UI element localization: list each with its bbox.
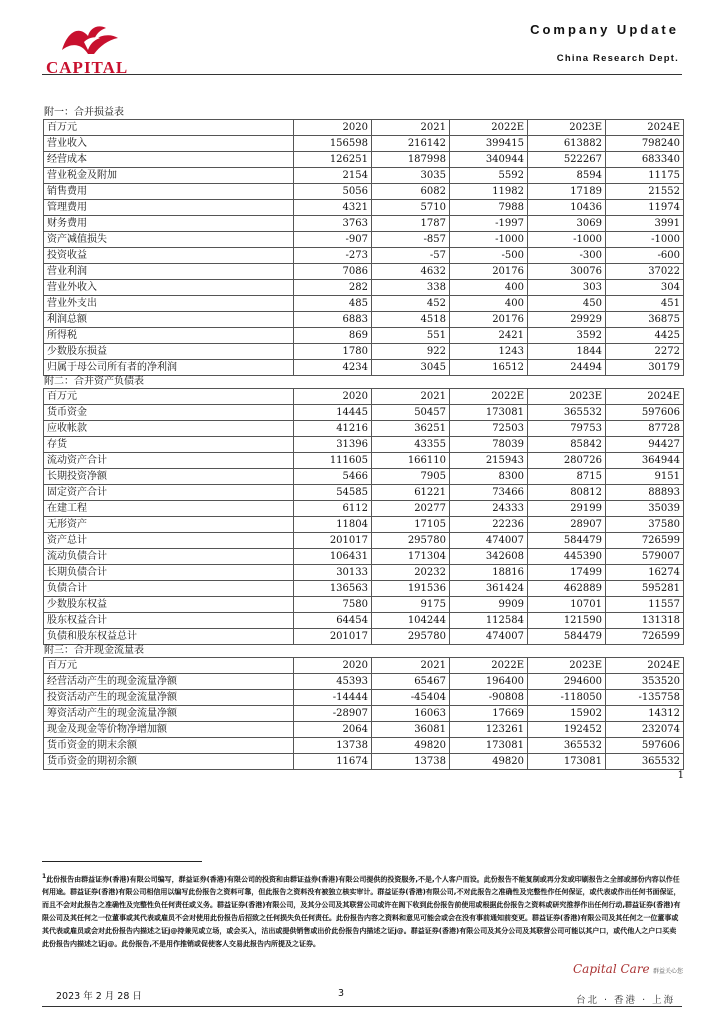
value-cell: 187998 (372, 152, 450, 168)
value-cell: 17189 (528, 184, 606, 200)
value-cell: -600 (606, 248, 684, 264)
value-cell: 106431 (294, 549, 372, 565)
value-cell: -45404 (372, 690, 450, 706)
value-cell: 136563 (294, 581, 372, 597)
value-cell: 24333 (450, 501, 528, 517)
value-cell: 30076 (528, 264, 606, 280)
row-label: 筹资活动产生的现金流量净额 (44, 706, 294, 722)
row-label: 长期负债合计 (44, 565, 294, 581)
table-row (44, 152, 684, 168)
table-row (44, 437, 684, 453)
value-cell: 726599 (606, 629, 684, 645)
report-type-title: Company Update (530, 22, 679, 37)
header-divider (42, 74, 682, 75)
value-cell: 551 (372, 328, 450, 344)
table-title: 附二：合并资产负债表 (44, 376, 144, 387)
row-label: 现金及现金等价物净增加额 (44, 722, 294, 738)
value-cell: 79753 (528, 421, 606, 437)
table-row (44, 738, 684, 754)
value-cell: 2022E (450, 389, 528, 405)
value-cell: 29199 (528, 501, 606, 517)
table-header-row (44, 658, 684, 674)
value-cell: 3991 (606, 216, 684, 232)
value-cell: 340944 (450, 152, 528, 168)
row-label: 应收帐款 (44, 421, 294, 437)
value-cell: 36875 (606, 312, 684, 328)
value-cell: 8715 (528, 469, 606, 485)
value-cell: 85842 (528, 437, 606, 453)
value-cell: -500 (450, 248, 528, 264)
row-label: 少数股东损益 (44, 344, 294, 360)
value-cell: 72503 (450, 421, 528, 437)
footnote-marker: 1 (42, 873, 47, 880)
row-label: 管理费用 (44, 200, 294, 216)
value-cell: 8300 (450, 469, 528, 485)
department-subtitle: China Research Dept. (556, 53, 679, 64)
value-cell: 445390 (528, 549, 606, 565)
value-cell: 4425 (606, 328, 684, 344)
value-cell: 121590 (528, 613, 606, 629)
value-cell: 37580 (606, 517, 684, 533)
value-cell: 798240 (606, 136, 684, 152)
value-cell: 30133 (294, 565, 372, 581)
value-cell: 20232 (372, 565, 450, 581)
value-cell: 17669 (450, 706, 528, 722)
value-cell: 295780 (372, 533, 450, 549)
table-row (44, 485, 684, 501)
table-title: 附一：合并损益表 (44, 107, 124, 118)
value-cell: 94427 (606, 437, 684, 453)
value-cell: 869 (294, 328, 372, 344)
row-label: 流动资产合计 (44, 453, 294, 469)
value-cell: 54585 (294, 485, 372, 501)
value-cell: 4518 (372, 312, 450, 328)
value-cell: 2421 (450, 328, 528, 344)
footnote-divider (42, 861, 202, 862)
table-row (44, 312, 684, 328)
value-cell: 173081 (450, 405, 528, 421)
table-row (44, 517, 684, 533)
value-cell: 3069 (528, 216, 606, 232)
table-row (44, 360, 684, 376)
value-cell: 2024E (606, 389, 684, 405)
row-label: 长期投资净额 (44, 469, 294, 485)
value-cell: 6883 (294, 312, 372, 328)
value-cell: 166110 (372, 453, 450, 469)
value-cell: 2022E (450, 658, 528, 674)
row-label: 资产总计 (44, 533, 294, 549)
value-cell: 36251 (372, 421, 450, 437)
row-label: 利润总额 (44, 312, 294, 328)
value-cell: 726599 (606, 533, 684, 549)
value-cell: 1787 (372, 216, 450, 232)
table-row (44, 216, 684, 232)
statement-table (43, 657, 684, 770)
table-row (44, 706, 684, 722)
value-cell: 215943 (450, 453, 528, 469)
brand-script: Capital Care (573, 962, 650, 976)
value-cell: 88893 (606, 485, 684, 501)
value-cell: -1000 (606, 232, 684, 248)
value-cell: -118050 (528, 690, 606, 706)
row-label: 少数股东权益 (44, 597, 294, 613)
row-label: 销售费用 (44, 184, 294, 200)
row-label: 货币资金 (44, 405, 294, 421)
row-label: 百万元 (44, 389, 294, 405)
value-cell: -273 (294, 248, 372, 264)
table-page-number: 1 (677, 770, 684, 781)
value-cell: -300 (528, 248, 606, 264)
value-cell: 342608 (450, 549, 528, 565)
value-cell: 80812 (528, 485, 606, 501)
disclaimer-text: 此份报告由群益证券(香港)有限公司编写，群益证券(香港)有限公司的投资和由群证益券(香港)有限公司提供的投资服务,不是,个人客户而设。此份报告不能复制或再分发或印刷报告之全部或部份内容以作任何用途。群益证券(香港)有限公司相信用以编写此份报告之资料可靠，但此报告之资料没有被独立核实审计。群益证券(香港)有限公司,不对此报告之准确性及完整性作任何保证，或代表或作出任何书面保证，而且不会对此报告之准确性及完整性负任何责任或义务。群益证券(香港)有限公司，及其分公司及其联营公司或许在阁下收到此份报告前使用或根据此份报告之资料或研究推荐作出任何行动,群益证券(香港)有限公司及其任何之一位董事或其代表或雇员不会对使用此份报告后招致之任何损失负任何责任。此份报告内容之资料和意见可能会或会在没有事前通知前变更。群益证券(香港)有限公司及其任何之一位董事或其代表或雇员或会对此份报告内描述之证j@持兼见或立场，或会买入，沽出或提供销售或出价此份报告内描述之证j@。群益证券(香港)有限公司及其分公司及其联营公司可能以其户口，或代他人之户口买卖此份报告内描述之证j@。此份报告,不是用作推销或促使客人交易此报告内所提及之证券。 (42, 875, 681, 949)
table-row (44, 581, 684, 597)
value-cell: 4234 (294, 360, 372, 376)
value-cell: 485 (294, 296, 372, 312)
row-label: 营业外支出 (44, 296, 294, 312)
value-cell: -1000 (450, 232, 528, 248)
footer-divider (42, 1006, 682, 1007)
value-cell: 14445 (294, 405, 372, 421)
value-cell: 6082 (372, 184, 450, 200)
row-label: 经营成本 (44, 152, 294, 168)
value-cell: 474007 (450, 533, 528, 549)
value-cell: 73466 (450, 485, 528, 501)
row-label: 负债合计 (44, 581, 294, 597)
row-label: 营业利润 (44, 264, 294, 280)
value-cell: 37022 (606, 264, 684, 280)
value-cell: 7580 (294, 597, 372, 613)
value-cell: 2023E (528, 658, 606, 674)
value-cell: 282 (294, 280, 372, 296)
value-cell: 20176 (450, 312, 528, 328)
table-row (44, 549, 684, 565)
value-cell: 232074 (606, 722, 684, 738)
value-cell: 452 (372, 296, 450, 312)
table-header-row (44, 389, 684, 405)
table-row (44, 501, 684, 517)
value-cell: 20277 (372, 501, 450, 517)
table-row (44, 280, 684, 296)
value-cell: 451 (606, 296, 684, 312)
value-cell: 2020 (294, 658, 372, 674)
value-cell: 131318 (606, 613, 684, 629)
value-cell: 2024E (606, 120, 684, 136)
value-cell: 474007 (450, 629, 528, 645)
statement-table (43, 388, 684, 645)
value-cell: 2021 (372, 120, 450, 136)
value-cell: 11674 (294, 754, 372, 770)
value-cell: 16063 (372, 706, 450, 722)
value-cell: 2021 (372, 389, 450, 405)
value-cell: 6112 (294, 501, 372, 517)
value-cell: 2023E (528, 389, 606, 405)
office-cities: 台北 · 香港 · 上海 (576, 995, 676, 1006)
value-cell: 8594 (528, 168, 606, 184)
table-row (44, 421, 684, 437)
value-cell: 11175 (606, 168, 684, 184)
value-cell: 3763 (294, 216, 372, 232)
row-label: 股东权益合计 (44, 613, 294, 629)
value-cell: 584479 (528, 629, 606, 645)
value-cell: 201017 (294, 533, 372, 549)
value-cell: 49820 (450, 754, 528, 770)
value-cell: 78039 (450, 437, 528, 453)
value-cell: 364944 (606, 453, 684, 469)
value-cell: 196400 (450, 674, 528, 690)
value-cell: 295780 (372, 629, 450, 645)
value-cell: 2272 (606, 344, 684, 360)
value-cell: 123261 (450, 722, 528, 738)
table-row (44, 264, 684, 280)
value-cell: 294600 (528, 674, 606, 690)
row-label: 百万元 (44, 120, 294, 136)
value-cell: 303 (528, 280, 606, 296)
value-cell: 36081 (372, 722, 450, 738)
table-row (44, 722, 684, 738)
value-cell: 16512 (450, 360, 528, 376)
capital-care-logo (573, 958, 685, 984)
value-cell: 50457 (372, 405, 450, 421)
value-cell: 7086 (294, 264, 372, 280)
row-label: 投资收益 (44, 248, 294, 264)
value-cell: 11982 (450, 184, 528, 200)
value-cell: 11804 (294, 517, 372, 533)
value-cell: 683340 (606, 152, 684, 168)
value-cell: 192452 (528, 722, 606, 738)
table-header-row (44, 120, 684, 136)
value-cell: 191536 (372, 581, 450, 597)
value-cell: 10701 (528, 597, 606, 613)
statement-table (43, 119, 684, 376)
row-label: 流动负债合计 (44, 549, 294, 565)
value-cell: -14444 (294, 690, 372, 706)
value-cell: 584479 (528, 533, 606, 549)
value-cell: 1780 (294, 344, 372, 360)
table-row (44, 248, 684, 264)
value-cell: 2024E (606, 658, 684, 674)
row-label: 在建工程 (44, 501, 294, 517)
value-cell: 522267 (528, 152, 606, 168)
value-cell: 353520 (606, 674, 684, 690)
row-label: 货币资金的期末余额 (44, 738, 294, 754)
value-cell: 2021 (372, 658, 450, 674)
value-cell: 365532 (528, 405, 606, 421)
value-cell: 9175 (372, 597, 450, 613)
value-cell: 30179 (606, 360, 684, 376)
value-cell: 597606 (606, 738, 684, 754)
value-cell: 2020 (294, 389, 372, 405)
value-cell: 2022E (450, 120, 528, 136)
table-row (44, 469, 684, 485)
capital-logo (40, 22, 140, 77)
value-cell: 156598 (294, 136, 372, 152)
value-cell: 10436 (528, 200, 606, 216)
value-cell: -1997 (450, 216, 528, 232)
row-label: 归属于母公司所有者的净利润 (44, 360, 294, 376)
table-row (44, 453, 684, 469)
value-cell: 11557 (606, 597, 684, 613)
value-cell: 49820 (372, 738, 450, 754)
value-cell: 43355 (372, 437, 450, 453)
value-cell: 15902 (528, 706, 606, 722)
report-date: 2023 年 2 月 28 日 (56, 991, 142, 1002)
value-cell: 338 (372, 280, 450, 296)
value-cell: 31396 (294, 437, 372, 453)
table-row (44, 296, 684, 312)
value-cell: 22236 (450, 517, 528, 533)
value-cell: 2023E (528, 120, 606, 136)
value-cell: -28907 (294, 706, 372, 722)
value-cell: 613882 (528, 136, 606, 152)
value-cell: 2064 (294, 722, 372, 738)
value-cell: 2154 (294, 168, 372, 184)
value-cell: 361424 (450, 581, 528, 597)
value-cell: 3592 (528, 328, 606, 344)
value-cell: 9909 (450, 597, 528, 613)
value-cell: 112584 (450, 613, 528, 629)
value-cell: 111605 (294, 453, 372, 469)
value-cell: 13738 (294, 738, 372, 754)
value-cell: 65467 (372, 674, 450, 690)
value-cell: 61221 (372, 485, 450, 501)
table-row (44, 232, 684, 248)
value-cell: 5056 (294, 184, 372, 200)
row-label: 无形资产 (44, 517, 294, 533)
table-row (44, 200, 684, 216)
value-cell: 13738 (372, 754, 450, 770)
row-label: 所得税 (44, 328, 294, 344)
value-cell: -57 (372, 248, 450, 264)
value-cell: 17499 (528, 565, 606, 581)
table-row (44, 168, 684, 184)
row-label: 财务费用 (44, 216, 294, 232)
value-cell: 399415 (450, 136, 528, 152)
value-cell: 11974 (606, 200, 684, 216)
page-number: 3 (338, 988, 345, 999)
value-cell: 16274 (606, 565, 684, 581)
value-cell: 579007 (606, 549, 684, 565)
value-cell: 365532 (528, 738, 606, 754)
value-cell: 280726 (528, 453, 606, 469)
value-cell: 17105 (372, 517, 450, 533)
table-title: 附三：合并现金流量表 (44, 645, 144, 656)
row-label: 负债和股东权益总计 (44, 629, 294, 645)
value-cell: 4321 (294, 200, 372, 216)
value-cell: 216142 (372, 136, 450, 152)
value-cell: 14312 (606, 706, 684, 722)
table-row (44, 328, 684, 344)
value-cell: 4632 (372, 264, 450, 280)
row-label: 营业收入 (44, 136, 294, 152)
value-cell: 21552 (606, 184, 684, 200)
value-cell: -1000 (528, 232, 606, 248)
value-cell: 595281 (606, 581, 684, 597)
value-cell: 3035 (372, 168, 450, 184)
value-cell: 28907 (528, 517, 606, 533)
table-row (44, 629, 684, 645)
value-cell: 3045 (372, 360, 450, 376)
row-label: 经营活动产生的现金流量净额 (44, 674, 294, 690)
value-cell: -857 (372, 232, 450, 248)
value-cell: 597606 (606, 405, 684, 421)
value-cell: 5710 (372, 200, 450, 216)
capital-bird-icon (58, 22, 122, 58)
table-row (44, 344, 684, 360)
row-label: 存货 (44, 437, 294, 453)
value-cell: 365532 (606, 754, 684, 770)
row-label: 营业税金及附加 (44, 168, 294, 184)
value-cell: 7988 (450, 200, 528, 216)
value-cell: 45393 (294, 674, 372, 690)
value-cell: 29929 (528, 312, 606, 328)
value-cell: 24494 (528, 360, 606, 376)
value-cell: 35039 (606, 501, 684, 517)
value-cell: 400 (450, 280, 528, 296)
value-cell: 173081 (528, 754, 606, 770)
brand-cn: 群益关心您 (652, 968, 683, 975)
row-label: 百万元 (44, 658, 294, 674)
value-cell: 41216 (294, 421, 372, 437)
row-label: 投资活动产生的现金流量净额 (44, 690, 294, 706)
value-cell: 922 (372, 344, 450, 360)
value-cell: 64454 (294, 613, 372, 629)
value-cell: -907 (294, 232, 372, 248)
table-row (44, 597, 684, 613)
value-cell: 126251 (294, 152, 372, 168)
value-cell: 87728 (606, 421, 684, 437)
value-cell: 450 (528, 296, 606, 312)
value-cell: 9151 (606, 469, 684, 485)
table-row (44, 405, 684, 421)
value-cell: 5592 (450, 168, 528, 184)
value-cell: 104244 (372, 613, 450, 629)
table-row (44, 754, 684, 770)
value-cell: -90808 (450, 690, 528, 706)
table-row (44, 565, 684, 581)
value-cell: 20176 (450, 264, 528, 280)
row-label: 营业外收入 (44, 280, 294, 296)
row-label: 固定资产合计 (44, 485, 294, 501)
value-cell: 1243 (450, 344, 528, 360)
value-cell: 173081 (450, 738, 528, 754)
logo-text: CAPITAL (46, 58, 129, 77)
value-cell: 18816 (450, 565, 528, 581)
value-cell: 1844 (528, 344, 606, 360)
value-cell: 171304 (372, 549, 450, 565)
row-label: 资产减值损失 (44, 232, 294, 248)
value-cell: 7905 (372, 469, 450, 485)
value-cell: 2020 (294, 120, 372, 136)
value-cell: 462889 (528, 581, 606, 597)
table-row (44, 136, 684, 152)
disclaimer-footnote (42, 870, 683, 951)
table-row (44, 533, 684, 549)
table-row (44, 674, 684, 690)
value-cell: 304 (606, 280, 684, 296)
table-row (44, 690, 684, 706)
financial-statements (43, 107, 684, 782)
value-cell: 400 (450, 296, 528, 312)
value-cell: -135758 (606, 690, 684, 706)
value-cell: 201017 (294, 629, 372, 645)
value-cell: 5466 (294, 469, 372, 485)
table-row (44, 613, 684, 629)
row-label: 货币资金的期初余额 (44, 754, 294, 770)
table-row (44, 184, 684, 200)
